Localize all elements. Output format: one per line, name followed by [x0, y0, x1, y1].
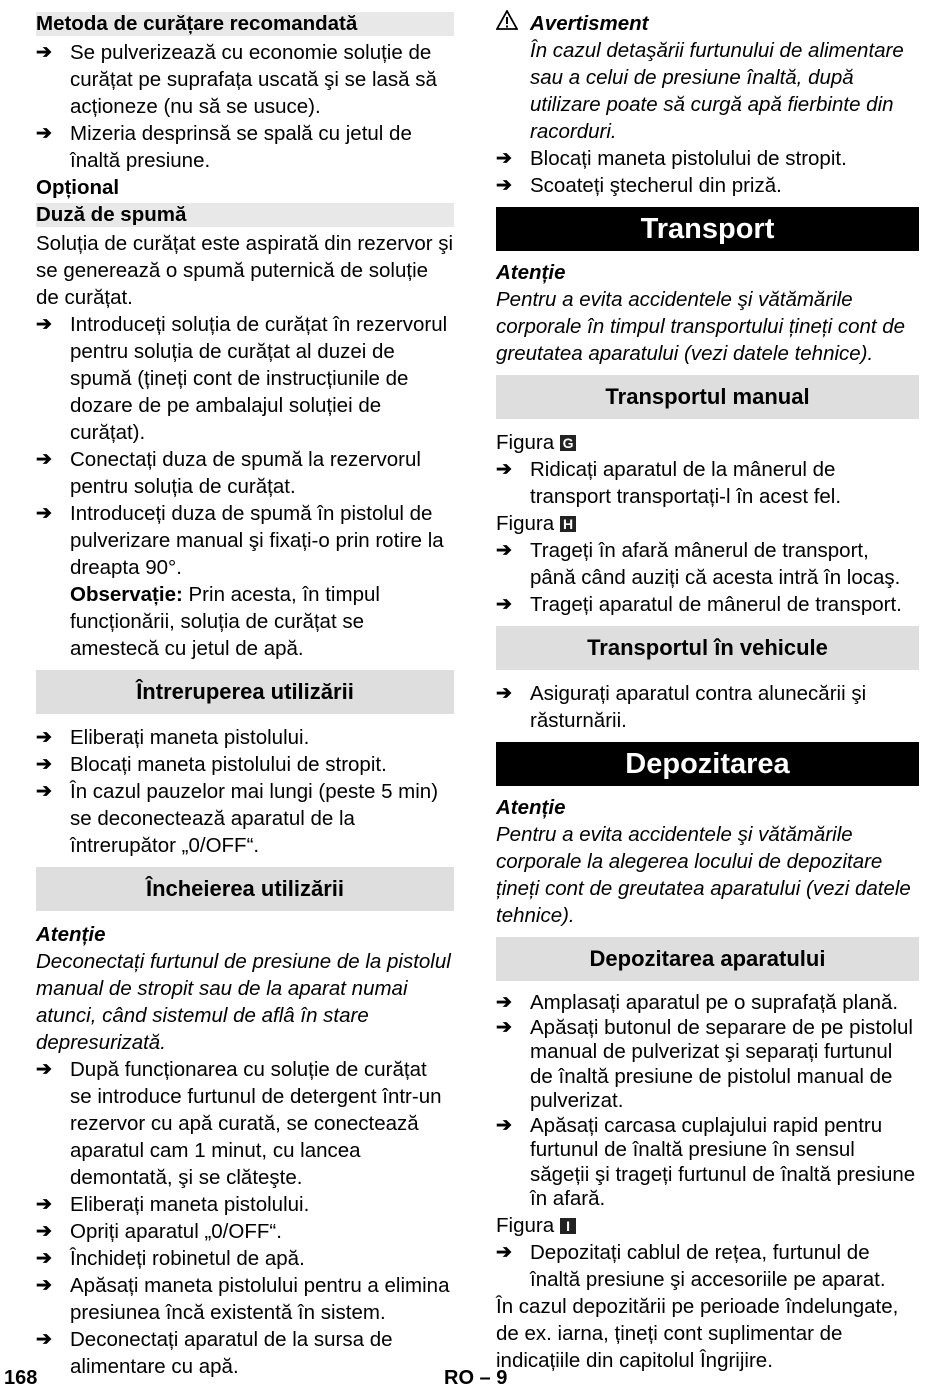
storage-attention-text: Pentru a evita accidentele şi vătămările corporale la alegerea locului de depozitare țineți cont de greutatea aparatului (vezi datele tehnice).	[496, 823, 911, 927]
arrow-icon: ➔	[496, 1016, 512, 1038]
arrow-icon: ➔	[36, 1059, 52, 1080]
foam-list	[36, 311, 454, 662]
arrow-icon: ➔	[36, 1194, 52, 1215]
manual-transport-heading: Transportul manual	[496, 375, 919, 419]
interrupt-heading: Întreruperea utilizării	[36, 670, 454, 714]
list-item: ➔ Conectați duza de spumă la rezervorul pentru soluția de curățat.	[36, 448, 421, 498]
list-item: ➔ Apăsați carcasa cuplajului rapid pentru furtunul de înaltă presiune în sensul săgeții şi trageți furtunul de înaltă presiune în afară.	[496, 1113, 916, 1210]
list-item: ➔ Apăsați maneta pistolului pentru a elimina presiunea încă existentă în sistem.	[36, 1274, 450, 1324]
foam-paragraph: Soluția de curățat este aspirată din rezervor şi se generează o spumă puternică de soluție de curățat.	[36, 232, 454, 309]
arrow-icon: ➔	[496, 992, 512, 1013]
list-item: ➔ Ridicați aparatul de la mânerul de transport transportați-l în acest fel.	[496, 458, 842, 508]
note-text: Prin acesta, în timpul funcționării, soluția de curățat se amestecă cu jetul de apă.	[70, 583, 380, 660]
figure-i-badge: I	[560, 1218, 576, 1234]
arrow-icon: ➔	[36, 503, 52, 524]
list-item: ➔ Eliberați maneta pistolului.	[36, 726, 310, 749]
device-storage-list	[496, 991, 919, 1212]
left-column	[36, 10, 454, 1380]
list-item: ➔ Amplasați aparatul pe o suprafață plană.	[496, 991, 899, 1014]
list-item: ➔ Trageți în afară mânerul de transport, până când auziți că acesta intră în locaş.	[496, 539, 901, 589]
arrow-icon: ➔	[496, 459, 512, 480]
arrow-icon: ➔	[36, 42, 52, 63]
arrow-icon: ➔	[36, 754, 52, 775]
method-list	[36, 39, 454, 174]
arrow-icon: ➔	[496, 594, 512, 615]
list-item: ➔ Eliberați maneta pistolului.	[36, 1193, 310, 1216]
figure-i-label: Figura I	[496, 1212, 919, 1239]
arrow-icon: ➔	[36, 1248, 52, 1269]
end-list	[36, 1056, 454, 1380]
end-attention-text: Deconectați furtunul de presiune de la pistolul manual de stropit sau de la aparat numai atunci, când sistemul de aflâ în stare depresurizată.	[36, 950, 451, 1054]
list-item: ➔ Asigurați aparatul contra alunecării şi răsturnării.	[496, 682, 867, 732]
list-item: ➔ Apăsați butonul de separare de pe pistolul manual de pulverizat şi separați furtunul de înaltă presiune de pistolul manual de pulverizat.	[496, 1015, 913, 1112]
storage-heading: Depozitarea	[496, 742, 919, 786]
list-item: ➔ Blocați maneta pistolului de stropit.	[496, 147, 847, 170]
page-number: 168	[4, 1367, 38, 1389]
list-item: ➔ Trageți aparatul de mânerul de transport.	[496, 593, 902, 616]
list-item: ➔ Scoateți ştecherul din priză.	[496, 174, 782, 197]
list-item: ➔ Introduceți soluția de curățat în rezervorul pentru soluția de curățat al duzei de spumă (țineți cont de instrucțiunile de dozare de pe ambalajul soluției de curățat).	[36, 313, 448, 444]
transport-attention-text: Pentru a evita accidentele şi vătămările corporale în timpul transportului țineți cont de greutatea aparatului (vezi datele tehnice).	[496, 288, 906, 365]
arrow-icon: ➔	[496, 683, 512, 704]
figure-g-label: Figura G	[496, 429, 919, 456]
end-attention-label: Atenție	[36, 923, 106, 946]
right-column	[496, 10, 919, 1374]
arrow-icon: ➔	[496, 1114, 512, 1136]
list-item: ➔ Introduceți duza de spumă în pistolul de pulverizare manual şi fixați-o prin rotire la dreapta 90°.	[36, 502, 444, 579]
arrow-icon: ➔	[496, 540, 512, 561]
figure-h-badge: H	[560, 516, 576, 532]
arrow-icon: ➔	[36, 314, 52, 335]
foam-heading: Duză de spumă	[36, 203, 454, 227]
list-item: ➔ Deconectați aparatul de la sursa de alimentare cu apă.	[36, 1328, 393, 1378]
arrow-icon: ➔	[36, 123, 52, 144]
arrow-icon: ➔	[496, 1241, 512, 1263]
list-item: ➔ Blocați maneta pistolului de stropit.	[36, 753, 387, 776]
warning-title: Avertisment	[530, 12, 649, 35]
vehicle-transport-heading: Transportul în vehicule	[496, 626, 919, 670]
warning-text: În cazul detaşării furtunului de alimentare sau a celui de presiune înaltă, după utilizare poate să curgă apă fierbinte din racorduri.	[530, 39, 904, 143]
end-heading: Încheierea utilizării	[36, 867, 454, 911]
warning-list	[496, 145, 919, 199]
arrow-icon: ➔	[36, 727, 52, 748]
arrow-icon: ➔	[36, 1275, 52, 1296]
list-item: ➔ Mizeria desprinsă se spală cu jetul de înaltă presiune.	[36, 122, 412, 172]
section-label: RO – 9	[444, 1367, 508, 1389]
list-item: ➔ Depozitați cablul de rețea, furtunul de înaltă presiune şi accesoriile pe aparat.	[496, 1240, 886, 1291]
device-storage-heading: Depozitarea aparatului	[496, 937, 919, 981]
method-heading: Metoda de curățare recomandată	[36, 12, 454, 36]
arrow-icon: ➔	[496, 148, 512, 169]
arrow-icon: ➔	[36, 1329, 52, 1350]
warning-title-row	[496, 10, 919, 37]
note-item	[36, 581, 454, 662]
list-item: ➔ După funcționarea cu soluție de curățat se introduce furtunul de detergent într-un rezervor cu apă curată, se conectează aparatul cam 1 minut, cu lancea demontată, şi se clăteşte.	[36, 1058, 442, 1189]
transport-heading: Transport	[496, 207, 919, 251]
list-item: ➔ Se pulverizează cu economie soluție de curățat pe suprafața uscată şi se lasă să acționeze (nu să se usuce).	[36, 41, 437, 118]
storage-attention-label: Atenție	[496, 796, 566, 819]
closing-paragraph: În cazul depozitării pe perioade îndelungate, de ex. iarna, țineți cont suplimentar de indicațiile din capitolul Îngrijire.	[496, 1294, 899, 1372]
note-label: Observație:	[70, 583, 183, 606]
arrow-icon: ➔	[496, 175, 512, 196]
figure-g-badge: G	[560, 435, 576, 451]
list-item: ➔ Închideți robinetul de apă.	[36, 1247, 305, 1270]
arrow-icon: ➔	[36, 1221, 52, 1242]
arrow-icon: ➔	[36, 781, 52, 802]
figure-h-label: Figura H	[496, 510, 919, 537]
optional-label: Opțional	[36, 176, 120, 199]
list-item: ➔ În cazul pauzelor mai lungi (peste 5 min) se deconectează aparatul de la întrerupător „0/OFF“.	[36, 780, 439, 857]
transport-attention-label: Atenție	[496, 261, 566, 284]
interrupt-list	[36, 724, 454, 859]
list-item: ➔ Opriți aparatul „0/OFF“.	[36, 1220, 282, 1243]
arrow-icon: ➔	[36, 449, 52, 470]
warning-triangle-icon	[496, 10, 530, 37]
